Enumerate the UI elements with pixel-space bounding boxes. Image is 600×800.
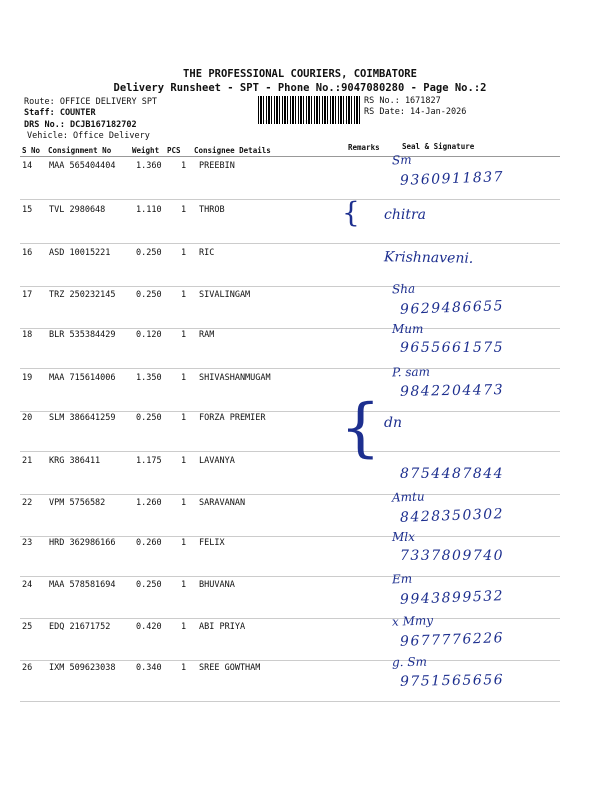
- row-rule: [20, 494, 560, 495]
- row-weight: 0.250: [136, 413, 162, 423]
- rs-number: RS No.: 1671827: [364, 96, 441, 106]
- row-sno: 20: [22, 413, 33, 423]
- row-consignee: RAM: [199, 330, 215, 340]
- col-pcs: PCS: [167, 146, 181, 155]
- row-consignment: EDQ 21671752: [49, 622, 111, 632]
- signature-name: Sha: [391, 281, 416, 297]
- row-consignee: ABI PRIYA: [199, 622, 246, 632]
- signature-name: P. sam: [391, 364, 431, 380]
- row-sno: 16: [22, 248, 33, 258]
- row-rule: [20, 536, 560, 537]
- row-consignee: LAVANYA: [199, 456, 235, 466]
- row-weight: 1.360: [136, 161, 162, 171]
- row-consignment: SLM 386641259: [49, 413, 116, 423]
- signature-name: dn: [384, 415, 402, 431]
- row-rule: [20, 660, 560, 661]
- signature-name: Sm: [391, 152, 412, 168]
- row-weight: 0.340: [136, 663, 162, 673]
- row-weight: 1.175: [136, 456, 162, 466]
- row-pcs: 1: [181, 538, 187, 548]
- row-consignee: PREEBIN: [199, 161, 235, 171]
- row-consignee: RIC: [199, 248, 215, 258]
- row-sno: 26: [22, 663, 33, 673]
- header-rule: [20, 156, 560, 157]
- row-weight: 1.350: [136, 373, 162, 383]
- row-rule: [20, 618, 560, 619]
- row-rule: [20, 411, 560, 412]
- signature-phone: 9943899532: [399, 588, 505, 608]
- row-weight: 0.250: [136, 248, 162, 258]
- col-remarks: Remarks: [348, 143, 380, 152]
- row-weight: 1.110: [136, 205, 162, 215]
- row-weight: 0.420: [136, 622, 162, 632]
- row-consignee: FORZA PREMIER: [199, 413, 266, 423]
- row-pcs: 1: [181, 373, 187, 383]
- row-sno: 19: [22, 373, 33, 383]
- row-pcs: 1: [181, 498, 187, 508]
- row-consignee: THROB: [199, 205, 225, 215]
- row-rule: [20, 286, 560, 287]
- signature-name: Mlx: [392, 530, 415, 544]
- row-consignment: TRZ 250232145: [49, 290, 116, 300]
- row-consignee: SHIVASHANMUGAM: [199, 373, 271, 383]
- company-title: THE PROFESSIONAL COURIERS, COIMBATORE: [183, 68, 417, 80]
- signature-name: Mum: [392, 322, 424, 336]
- remarks-brace: {: [342, 196, 360, 229]
- row-rule: [20, 701, 560, 702]
- row-weight: 0.250: [136, 290, 162, 300]
- row-rule: [20, 368, 560, 369]
- row-pcs: 1: [181, 622, 187, 632]
- signature-phone: 9360911837: [399, 169, 505, 189]
- signature-phone: 9677776226: [399, 630, 505, 650]
- row-pcs: 1: [181, 330, 187, 340]
- remarks-brace-large: {: [340, 391, 381, 465]
- barcode-image: [258, 96, 360, 124]
- row-pcs: 1: [181, 161, 187, 171]
- signature-phone: 8754487844: [400, 466, 505, 482]
- row-rule: [20, 328, 560, 329]
- row-rule: [20, 199, 560, 200]
- row-pcs: 1: [181, 413, 187, 423]
- signature-name: x Mmy: [391, 613, 434, 629]
- row-sno: 21: [22, 456, 33, 466]
- row-sno: 22: [22, 498, 33, 508]
- row-sno: 15: [22, 205, 33, 215]
- row-consignee: SARAVANAN: [199, 498, 246, 508]
- row-weight: 0.260: [136, 538, 162, 548]
- col-consignee: Consignee Details: [194, 146, 271, 155]
- staff-label: Staff: COUNTER: [24, 108, 96, 118]
- row-rule: [20, 576, 560, 577]
- row-pcs: 1: [181, 580, 187, 590]
- signature-phone: 9751565656: [399, 672, 505, 690]
- row-weight: 1.260: [136, 498, 162, 508]
- row-sno: 18: [22, 330, 33, 340]
- row-sno: 14: [22, 161, 33, 171]
- signature-name: g. Sm: [391, 654, 428, 670]
- row-consignee: SIVALINGAM: [199, 290, 251, 300]
- col-sno: S No: [22, 146, 41, 155]
- row-sno: 25: [22, 622, 33, 632]
- row-pcs: 1: [181, 205, 187, 215]
- row-pcs: 1: [181, 663, 187, 673]
- row-sno: 17: [22, 290, 33, 300]
- row-weight: 0.120: [136, 330, 162, 340]
- row-sno: 24: [22, 580, 33, 590]
- drs-label: DRS No.: DCJB167182702: [24, 120, 137, 130]
- row-consignment: HRD 362986166: [49, 538, 116, 548]
- signature-phone: 9629486655: [399, 298, 505, 318]
- row-consignment: BLR 535384429: [49, 330, 116, 340]
- col-weight: Weight: [132, 146, 160, 155]
- rs-date: RS Date: 14-Jan-2026: [364, 107, 467, 117]
- row-consignee: BHUVANA: [199, 580, 235, 590]
- row-sno: 23: [22, 538, 33, 548]
- signature-name: Em: [391, 571, 413, 587]
- route-label: Route: OFFICE DELIVERY SPT: [24, 97, 158, 107]
- signature-name: Krishnaveni.: [383, 249, 474, 267]
- row-consignment: ASD 10015221: [49, 248, 111, 258]
- signature-name: Amtu: [391, 489, 425, 505]
- row-consignment: VPM 5756582: [49, 498, 106, 508]
- row-consignment: MAA 565404404: [49, 161, 116, 171]
- row-consignment: IXM 509623038: [49, 663, 116, 673]
- row-rule: [20, 243, 560, 244]
- runsheet-title: Delivery Runsheet - SPT - Phone No.:9047080280 - Page No.:2: [113, 82, 487, 94]
- vehicle-label: Vehicle: Office Delivery: [27, 131, 150, 141]
- signature-name: chitra: [384, 207, 426, 223]
- row-pcs: 1: [181, 248, 187, 258]
- row-consignment: MAA 578581694: [49, 580, 116, 590]
- col-seal: Seal & Signature: [402, 142, 475, 151]
- signature-phone: 9655661575: [400, 340, 505, 356]
- row-consignment: MAA 715614006: [49, 373, 116, 383]
- row-consignee: SREE GOWTHAM: [199, 663, 261, 673]
- row-pcs: 1: [181, 456, 187, 466]
- signature-phone: 7337809740: [400, 548, 505, 564]
- row-pcs: 1: [181, 290, 187, 300]
- row-weight: 0.250: [136, 580, 162, 590]
- row-consignee: FELIX: [199, 538, 225, 548]
- row-consignment: TVL 2980648: [49, 205, 106, 215]
- signature-phone: 8428350302: [399, 506, 505, 526]
- row-rule: [20, 451, 560, 452]
- col-consignment: Consignment No: [48, 146, 112, 155]
- signature-phone: 9842204473: [399, 382, 505, 400]
- row-consignment: KRG 386411: [49, 456, 101, 466]
